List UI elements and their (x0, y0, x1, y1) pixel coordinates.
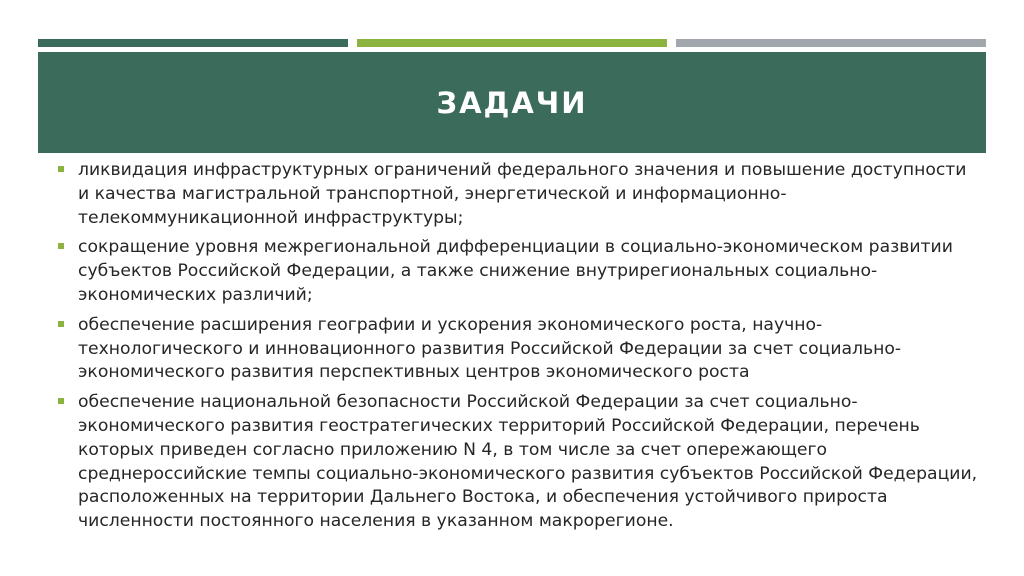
square-bullet-icon (58, 243, 64, 249)
bullet-item-3 (58, 314, 978, 385)
bullet-text-3: обеспечение расширения географии и ускорения экономического роста, научно-технологического и инновационного развития Российской Федерации за счет социально-экономического развития перспективных центров экономического роста (78, 314, 902, 383)
decorative-stripe-dark-green (38, 39, 348, 47)
bullet-item-4 (58, 391, 978, 534)
slide-title: ЗАДАЧИ (436, 85, 588, 120)
title-banner (38, 52, 986, 153)
square-bullet-icon (58, 398, 64, 404)
decorative-stripe-gray (676, 39, 986, 47)
bullet-text-4: обеспечение национальной безопасности Российской Федерации за счет социально-экономического развития геостратегических территорий Российской Федерации, перечень которых приведен согласно приложению N 4, в том числе за счет опережающего среднероссийские темпы социально-экономического развития субъектов Российской Федерации, расположенных на территории Дальнего Востока, и обеспечения устойчивого прироста численности постоянного населения в указанном макрорегионе. (78, 392, 978, 532)
bullet-list (58, 159, 978, 540)
bullet-text-1: ликвидация инфраструктурных ограничений федерального значения и повышение доступности и качества магистральной транспортной, энергетической и информационно-телекоммуникационной инфраструктуры; (78, 160, 967, 228)
square-bullet-icon (58, 321, 64, 327)
square-bullet-icon (58, 166, 64, 172)
bullet-item-1 (58, 159, 978, 230)
decorative-stripe-light-green (357, 39, 667, 47)
bullet-item-2 (58, 236, 978, 307)
bullet-text-2: сокращение уровня межрегиональной дифференциации в социально-экономическом развитии субъектов Российской Федерации, а также снижение внутрирегиональных социально-экономических различий; (78, 237, 953, 305)
